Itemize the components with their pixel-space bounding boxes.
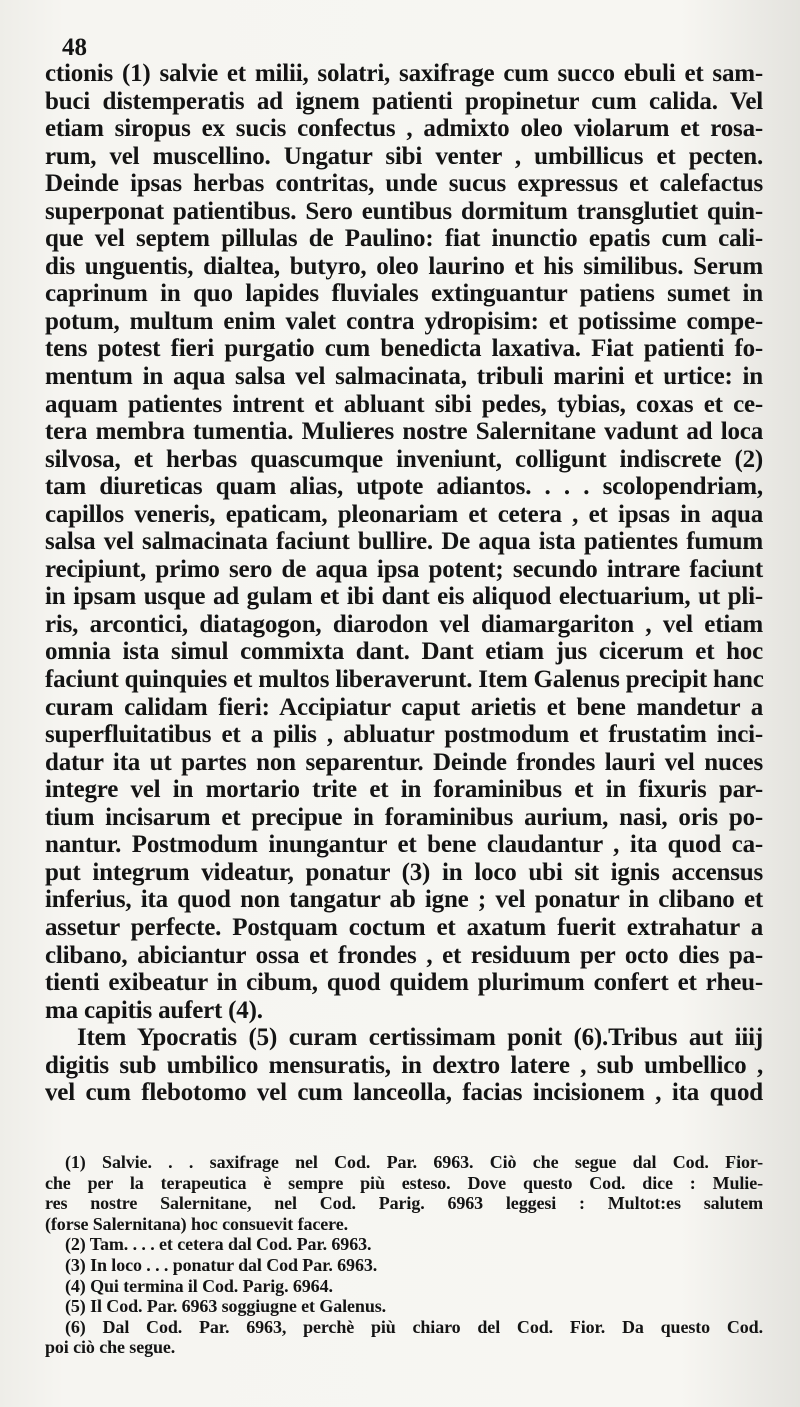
text-line: tium incisarum et precipue in foraminibus aurium, nasi, oris po- xyxy=(45,803,763,831)
text-line: aquam patientes intrent et abluant sibi pedes, tybias, coxas et ce- xyxy=(45,390,763,418)
text-line: put integrum videatur, ponatur (3) in loco ubi sit ignis accensus xyxy=(45,858,763,886)
text-line: caprinum in quo lapides fluviales extinguantur patiens sumet in xyxy=(45,280,763,308)
text-line: tienti exibeatur in cibum, quod quidem plurimum confert et rheu- xyxy=(45,969,763,997)
text-line: Item Ypocratis (5) curam certissimam ponit (6).Tribus aut iiij xyxy=(77,1024,763,1052)
text-line: tam diureticas quam alias, utpote adiantos. . . . scolopendriam, xyxy=(45,473,763,501)
footnote-line: (2) Tam. . . . et cetera dal Cod. Par. 6963. xyxy=(65,1234,372,1255)
text-line: digitis sub umbilico mensuratis, in dextro latere , sub umbellico , xyxy=(45,1051,763,1079)
footnote-line: (forse Salernitana) hoc consuevit facere. xyxy=(45,1213,348,1234)
main-text xyxy=(45,60,763,1107)
text-line: tens potest fieri purgatio cum benedicta laxativa. Fiat patienti fo- xyxy=(45,335,763,363)
text-line: capillos veneris, epaticam, pleonariam et cetera , et ipsas in aqua xyxy=(45,500,763,528)
text-line: faciunt quinquies et multos liberaverunt. Item Galenus precipit hanc xyxy=(45,666,764,694)
footnote-line: (4) Qui termina il Cod. Parig. 6964. xyxy=(65,1275,333,1296)
text-line: etiam siropus ex sucis confectus , admixto oleo violarum et rosa- xyxy=(45,115,763,143)
text-line: superfluitatibus et a pilis , abluatur postmodum et frustatim inci- xyxy=(45,721,763,749)
text-line: buci distemperatis ad ignem patienti propinetur cum calida. Vel xyxy=(45,87,763,115)
text-line: recipiunt, primo sero de aqua ipsa potent; secundo intrare faciunt xyxy=(45,555,763,583)
text-line: clibano, abiciantur ossa et frondes , et residuum per octo dies pa- xyxy=(45,941,763,969)
text-line: dis unguentis, dialtea, butyro, oleo laurino et his similibus. Serum xyxy=(45,252,763,280)
footnote-line: res nostre Salernitane, nel Cod. Parig. 6963 leggesi : Multot:es salutem xyxy=(45,1193,763,1214)
text-line: potum, multum enim valet contra ydropisim: et potissime compe- xyxy=(45,307,763,335)
text-line: nantur. Postmodum inungantur et bene claudantur , ita quod ca- xyxy=(45,831,763,859)
text-line: salsa vel salmacinata faciunt bullire. De aqua ista patientes fumum xyxy=(45,528,763,556)
footnote-line: (3) In loco . . . ponatur dal Cod Par. 6963. xyxy=(65,1254,378,1275)
text-line: curam calidam fieri: Accipiatur caput arietis et bene mandetur a xyxy=(45,693,763,721)
text-line: silvosa, et herbas quascumque inveniunt, colligunt indiscrete (2) xyxy=(45,445,763,473)
text-line: assetur perfecte. Postquam coctum et axatum fuerit extrahatur a xyxy=(45,913,763,941)
text-line: vel cum flebotomo vel cum lanceolla, facias incisionem , ita quod xyxy=(45,1079,763,1107)
text-line: omnia ista simul commixta dant. Dant etiam jus cicerum et hoc xyxy=(45,638,763,666)
text-line: ctionis (1) salvie et milii, solatri, saxifrage cum succo ebuli et sam- xyxy=(45,60,763,87)
footnote-line: (1) Salvie. . . saxifrage nel Cod. Par. 6963. Ciò che segue dal Cod. Fior- xyxy=(65,1152,763,1172)
page-number: 48 xyxy=(62,34,87,61)
footnote-line: (5) Il Cod. Par. 6963 soggiugne et Galenus. xyxy=(65,1296,387,1317)
text-line: mentum in aqua salsa vel salmacinata, tribuli marini et urtice: in xyxy=(45,363,763,391)
footnotes xyxy=(45,1152,763,1358)
footnote-line: (6) Dal Cod. Par. 6963, perchè più chiaro del Cod. Fior. Da questo Cod. xyxy=(65,1316,763,1337)
text-line: in ipsam usque ad gulam et ibi dant eis aliquod electuarium, ut pli- xyxy=(45,583,763,611)
text-line: datur ita ut partes non separentur. Deinde frondes lauri vel nuces xyxy=(45,748,763,776)
text-line: Deinde ipsas herbas contritas, unde sucus expressus et calefactus xyxy=(45,170,763,198)
text-line: ma capitis aufert (4). xyxy=(45,996,263,1024)
text-line: rum, vel muscellino. Ungatur sibi venter , umbillicus et pecten. xyxy=(45,142,763,170)
text-line: tera membra tumentia. Mulieres nostre Salernitane vadunt ad loca xyxy=(45,418,763,446)
footnote-line: che per la terapeutica è sempre più esteso. Dove questo Cod. dice : Mulie- xyxy=(45,1172,763,1193)
text-line: inferius, ita quod non tangatur ab igne ; vel ponatur in clibano et xyxy=(45,886,763,914)
text-line: que vel septem pillulas de Paulino: fiat inunctio epatis cum cali- xyxy=(45,225,763,253)
footnote-line: poi ciò che segue. xyxy=(45,1337,176,1358)
text-line: superponat patientibus. Sero euntibus dormitum transglutiet quin- xyxy=(45,197,763,225)
text-line: ris, arcontici, diatagogon, diarodon vel diamargariton , vel etiam xyxy=(45,610,763,638)
text-line: integre vel in mortario trite et in foraminibus et in fixuris par- xyxy=(45,776,763,804)
